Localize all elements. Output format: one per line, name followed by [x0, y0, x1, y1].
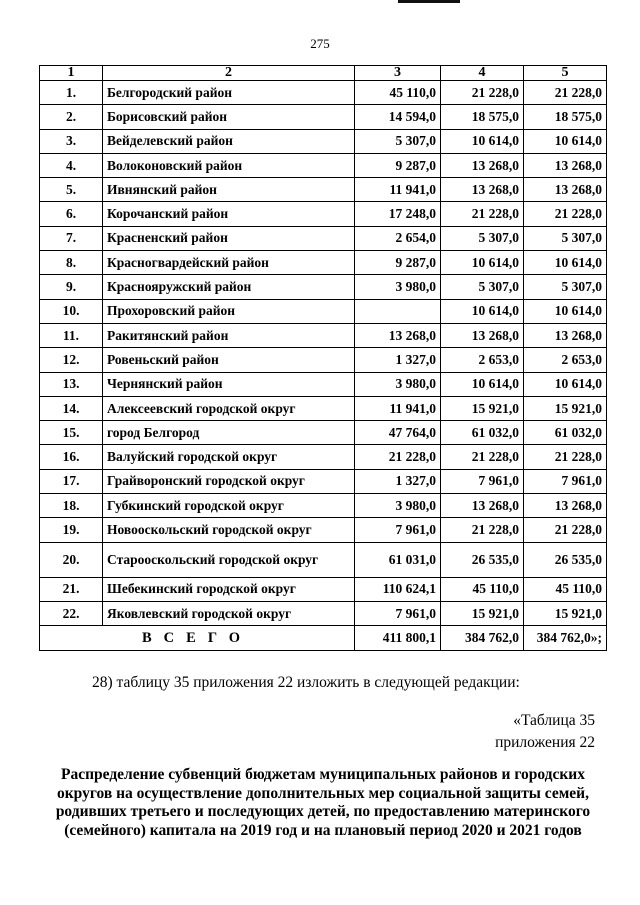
table-row	[40, 348, 607, 372]
row-number: 4.	[40, 153, 103, 177]
value-2020: 10 614,0	[441, 251, 524, 275]
value-2021: 13 268,0	[524, 178, 607, 202]
table-row	[40, 396, 607, 420]
value-2019	[355, 299, 441, 323]
value-2021: 10 614,0	[524, 129, 607, 153]
table-header-row	[40, 66, 607, 81]
value-2021: 13 268,0	[524, 494, 607, 518]
top-edge-mark	[398, 0, 460, 3]
heading-line: родивших третьего и последующих детей, по предоставлению материнского	[55, 803, 591, 820]
amendment-item-text: 28) таблицу 35 приложения 22 изложить в следующей редакции:	[92, 674, 520, 691]
district-name: Шебекинский городской округ	[103, 577, 355, 601]
value-2021: 21 228,0	[524, 81, 607, 105]
value-2019: 110 624,1	[355, 577, 441, 601]
table-row	[40, 323, 607, 347]
district-name: Новооскольский городской округ	[103, 518, 355, 542]
value-2020: 5 307,0	[441, 275, 524, 299]
total-2019: 411 800,1	[355, 626, 441, 650]
heading-line: округов на осуществление дополнительных мер социальной защиты семей,	[57, 784, 589, 802]
value-2020: 18 575,0	[441, 105, 524, 129]
column-header: 2	[103, 66, 355, 81]
value-2019: 13 268,0	[355, 323, 441, 347]
row-number: 20.	[40, 542, 103, 577]
total-2020: 384 762,0	[441, 626, 524, 650]
value-2020: 26 535,0	[441, 542, 524, 577]
value-2019: 17 248,0	[355, 202, 441, 226]
table-row	[40, 299, 607, 323]
column-header: 5	[524, 66, 607, 81]
district-name: Красненский район	[103, 226, 355, 250]
value-2019: 3 980,0	[355, 372, 441, 396]
table-row	[40, 81, 607, 105]
row-number: 2.	[40, 105, 103, 129]
value-2021: 61 032,0	[524, 421, 607, 445]
district-name: Волоконовский район	[103, 153, 355, 177]
row-number: 18.	[40, 494, 103, 518]
value-2021: 10 614,0	[524, 299, 607, 323]
table-row	[40, 542, 607, 577]
district-name: Алексеевский городской округ	[103, 396, 355, 420]
row-number: 9.	[40, 275, 103, 299]
value-2020: 10 614,0	[441, 372, 524, 396]
value-2020: 21 228,0	[441, 518, 524, 542]
table-row	[40, 518, 607, 542]
total-row	[40, 626, 607, 650]
value-2020: 10 614,0	[441, 129, 524, 153]
value-2019: 21 228,0	[355, 445, 441, 469]
value-2019: 61 031,0	[355, 542, 441, 577]
value-2019: 14 594,0	[355, 105, 441, 129]
value-2020: 13 268,0	[441, 323, 524, 347]
value-2020: 15 921,0	[441, 601, 524, 625]
table-row	[40, 577, 607, 601]
value-2021: 26 535,0	[524, 542, 607, 577]
row-number: 10.	[40, 299, 103, 323]
value-2020: 10 614,0	[441, 299, 524, 323]
value-2019: 11 941,0	[355, 178, 441, 202]
district-name: Красногвардейский район	[103, 251, 355, 275]
value-2019: 47 764,0	[355, 421, 441, 445]
row-number: 3.	[40, 129, 103, 153]
value-2020: 5 307,0	[441, 226, 524, 250]
value-2020: 15 921,0	[441, 396, 524, 420]
value-2019: 7 961,0	[355, 518, 441, 542]
row-number: 12.	[40, 348, 103, 372]
value-2021: 18 575,0	[524, 105, 607, 129]
district-name: Ракитянский район	[103, 323, 355, 347]
district-name: Борисовский район	[103, 105, 355, 129]
district-name: Валуйский городской округ	[103, 445, 355, 469]
column-header: 3	[355, 66, 441, 81]
row-number: 7.	[40, 226, 103, 250]
value-2021: 15 921,0	[524, 396, 607, 420]
row-number: 15.	[40, 421, 103, 445]
value-2021: 13 268,0	[524, 323, 607, 347]
value-2021: 13 268,0	[524, 153, 607, 177]
value-2019: 3 980,0	[355, 494, 441, 518]
heading-line: Распределение субвенций бюджетам муниципальных районов и городских	[61, 766, 585, 783]
heading-line: (семейного) капитала на 2019 год и на плановый период 2020 и 2021 годов	[64, 821, 582, 839]
row-number: 5.	[40, 178, 103, 202]
district-name: Ровеньский район	[103, 348, 355, 372]
value-2020: 61 032,0	[441, 421, 524, 445]
value-2020: 45 110,0	[441, 577, 524, 601]
table-row	[40, 469, 607, 493]
value-2020: 7 961,0	[441, 469, 524, 493]
row-number: 6.	[40, 202, 103, 226]
row-number: 21.	[40, 577, 103, 601]
district-name: Корочанский район	[103, 202, 355, 226]
row-number: 8.	[40, 251, 103, 275]
value-2020: 21 228,0	[441, 445, 524, 469]
value-2019: 1 327,0	[355, 469, 441, 493]
row-number: 14.	[40, 396, 103, 420]
table-row	[40, 105, 607, 129]
value-2019: 9 287,0	[355, 153, 441, 177]
table-row	[40, 601, 607, 625]
total-label: ВСЕГО	[40, 626, 355, 650]
value-2020: 13 268,0	[441, 494, 524, 518]
table-row	[40, 226, 607, 250]
value-2019: 7 961,0	[355, 601, 441, 625]
row-number: 16.	[40, 445, 103, 469]
value-2020: 21 228,0	[441, 202, 524, 226]
row-number: 17.	[40, 469, 103, 493]
value-2020: 13 268,0	[441, 178, 524, 202]
district-name: Чернянский район	[103, 372, 355, 396]
table-caption	[495, 710, 595, 754]
district-name: Ивнянский район	[103, 178, 355, 202]
district-name: Вейделевский район	[103, 129, 355, 153]
value-2021: 10 614,0	[524, 372, 607, 396]
district-name: Губкинский городской округ	[103, 494, 355, 518]
value-2020: 13 268,0	[441, 153, 524, 177]
district-name: город Белгород	[103, 421, 355, 445]
value-2021: 7 961,0	[524, 469, 607, 493]
value-2019: 45 110,0	[355, 81, 441, 105]
page-number: 275	[310, 36, 330, 51]
table-row	[40, 251, 607, 275]
total-2021: 384 762,0»;	[524, 626, 607, 650]
row-number: 11.	[40, 323, 103, 347]
district-name: Прохоровский район	[103, 299, 355, 323]
district-name: Грайворонский городской округ	[103, 469, 355, 493]
value-2020: 2 653,0	[441, 348, 524, 372]
value-2019: 3 980,0	[355, 275, 441, 299]
value-2021: 21 228,0	[524, 202, 607, 226]
table-row	[40, 372, 607, 396]
row-number: 1.	[40, 81, 103, 105]
table-row	[40, 421, 607, 445]
table-row	[40, 202, 607, 226]
value-2021: 21 228,0	[524, 518, 607, 542]
value-2021: 2 653,0	[524, 348, 607, 372]
district-name: Белгородский район	[103, 81, 355, 105]
row-number: 22.	[40, 601, 103, 625]
value-2019: 9 287,0	[355, 251, 441, 275]
value-2019: 2 654,0	[355, 226, 441, 250]
value-2021: 10 614,0	[524, 251, 607, 275]
caption-line: «Таблица 35	[513, 712, 595, 729]
district-name: Старооскольский городской округ	[103, 542, 355, 577]
table-row	[40, 494, 607, 518]
table-row	[40, 275, 607, 299]
value-2019: 5 307,0	[355, 129, 441, 153]
value-2019: 1 327,0	[355, 348, 441, 372]
district-name: Яковлевский городской округ	[103, 601, 355, 625]
column-header: 1	[40, 66, 103, 81]
value-2021: 21 228,0	[524, 445, 607, 469]
value-2021: 5 307,0	[524, 226, 607, 250]
value-2021: 45 110,0	[524, 577, 607, 601]
table-row	[40, 129, 607, 153]
table-row	[40, 178, 607, 202]
subvention-table	[39, 65, 607, 651]
district-name: Краснояружский район	[103, 275, 355, 299]
column-header: 4	[441, 66, 524, 81]
caption-line: приложения 22	[495, 734, 595, 751]
row-number: 19.	[40, 518, 103, 542]
value-2021: 5 307,0	[524, 275, 607, 299]
section-heading	[40, 766, 606, 840]
value-2021: 15 921,0	[524, 601, 607, 625]
table-row	[40, 445, 607, 469]
table-row	[40, 153, 607, 177]
value-2019: 11 941,0	[355, 396, 441, 420]
value-2020: 21 228,0	[441, 81, 524, 105]
row-number: 13.	[40, 372, 103, 396]
